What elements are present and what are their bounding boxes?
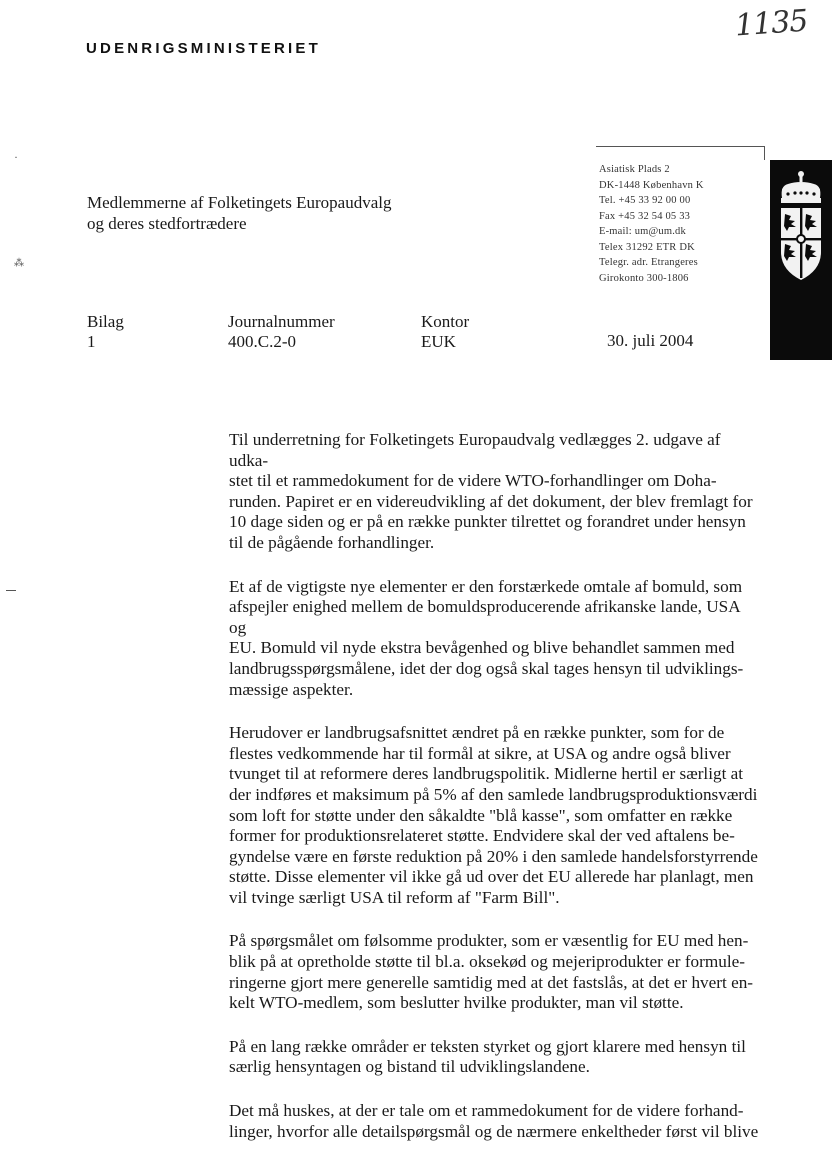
address-line: Fax +45 32 54 05 33 bbox=[599, 210, 691, 222]
bilag-label: Bilag bbox=[87, 312, 124, 331]
body-paragraph: Til underretning for Folketingets Europaudvalg vedlægges 2. udgave af udka- stet til et rammedokument for de videre WTO-forhandlinger om Doha- runden. Papiret er en videreudvikling af det dokument, der blev fremlagt for 10 dage siden og er på en række punkter tilrettet og forandret under hensyn til de pågående forhandlinger. bbox=[229, 430, 753, 552]
address-line: Asiatisk Plads 2 bbox=[599, 164, 670, 175]
handwritten-number: 1135 bbox=[733, 3, 809, 44]
body-paragraph: På en lang række områder er teksten styrket og gjort klarere med hensyn til særlig hensyntagen og bistand til udviklingslandene. bbox=[229, 1036, 746, 1077]
body-paragraph: Et af de vigtigste nye elementer er den forstærkede omtale af bomuld, som afspejler enighed mellem de bomuldsproducerende afrikanske lande, USA og EU. Bomuld vil nyde ekstra bevågenhed og blive behandlet sammen med landbrugsspørgsmålene, idet der dog også skal tages hensyn til udviklings- mæssige aspekter. bbox=[229, 576, 744, 699]
recipient-block bbox=[87, 192, 392, 234]
bilag-value: 1 bbox=[87, 332, 96, 351]
recipient-line: og deres stedfortrædere bbox=[87, 214, 247, 233]
kontor-value: EUK bbox=[421, 332, 456, 351]
margin-mark bbox=[6, 590, 16, 591]
body-paragraph: Herudover er landbrugsafsnittet ændret på en række punkter, som for de flestes vedkommende har til formål at sikre, at USA og andre også bliver tvunget til at reformere deres landbrugspolitik. Midlerne hertil er særligt at der indføres et maksimum på 5% af den samlede landbrugsproduktionsværdi som loft for støtte under den såkaldte "blå kasse", som omfatter en række former for produktionsrelateret støtte. Endvidere skal der ved aftalens be- gyndelse være en første reduktion på 20% i den samlede handelsforstyrrende støtte. Disse elementer vil ikke gå ud over det EU allerede har planlagt, men vil tvinge særligt USA til reform af "Farm Bill". bbox=[229, 723, 758, 907]
journal-label: Journalnummer bbox=[228, 312, 335, 331]
royal-coat-of-arms-icon bbox=[776, 168, 826, 286]
scan-speck: · bbox=[14, 150, 18, 164]
address-line: DK-1448 København K bbox=[599, 179, 704, 191]
recipient-line: Medlemmerne af Folketingets Europaudvalg bbox=[87, 193, 392, 212]
body-paragraph: På spørgsmålet om følsomme produkter, som er væsentlig for EU med hen- blik på at opretholde støtte til bl.a. oksekød og mejeriprodukter er formule- ringerne gjort mere generelle samtidig med at det fastslås, at det er hvert en- kelt WTO-medlem, som beslutter hvilke produkter, man vil støtte. bbox=[229, 931, 754, 1013]
address-line: Girokonto 300-1806 bbox=[599, 272, 689, 284]
journal-value: 400.C.2-0 bbox=[228, 332, 296, 351]
address-line: Telegr. adr. Etrangeres bbox=[599, 257, 698, 268]
letter-body bbox=[229, 430, 761, 1165]
address-line: Tel. +45 33 92 00 00 bbox=[599, 195, 691, 206]
address-rule bbox=[596, 146, 764, 147]
address-line: E-mail: um@um.dk bbox=[599, 226, 686, 237]
scan-speck: ⁂ bbox=[14, 258, 24, 269]
ministry-name: UDENRIGSMINISTERIET bbox=[86, 40, 321, 57]
body-paragraph: Det må huskes, at der er tale om et rammedokument for de videre forhand- linger, hvorfor alle detailspørgsmål og de nærmere enkeltheder først vil blive bbox=[229, 1101, 759, 1141]
address-line: Telex 31292 ETR DK bbox=[599, 241, 695, 253]
kontor-label: Kontor bbox=[421, 312, 470, 331]
sender-address bbox=[599, 162, 704, 286]
address-rule-tick bbox=[764, 146, 765, 160]
letter-date: 30. juli 2004 bbox=[607, 331, 694, 350]
